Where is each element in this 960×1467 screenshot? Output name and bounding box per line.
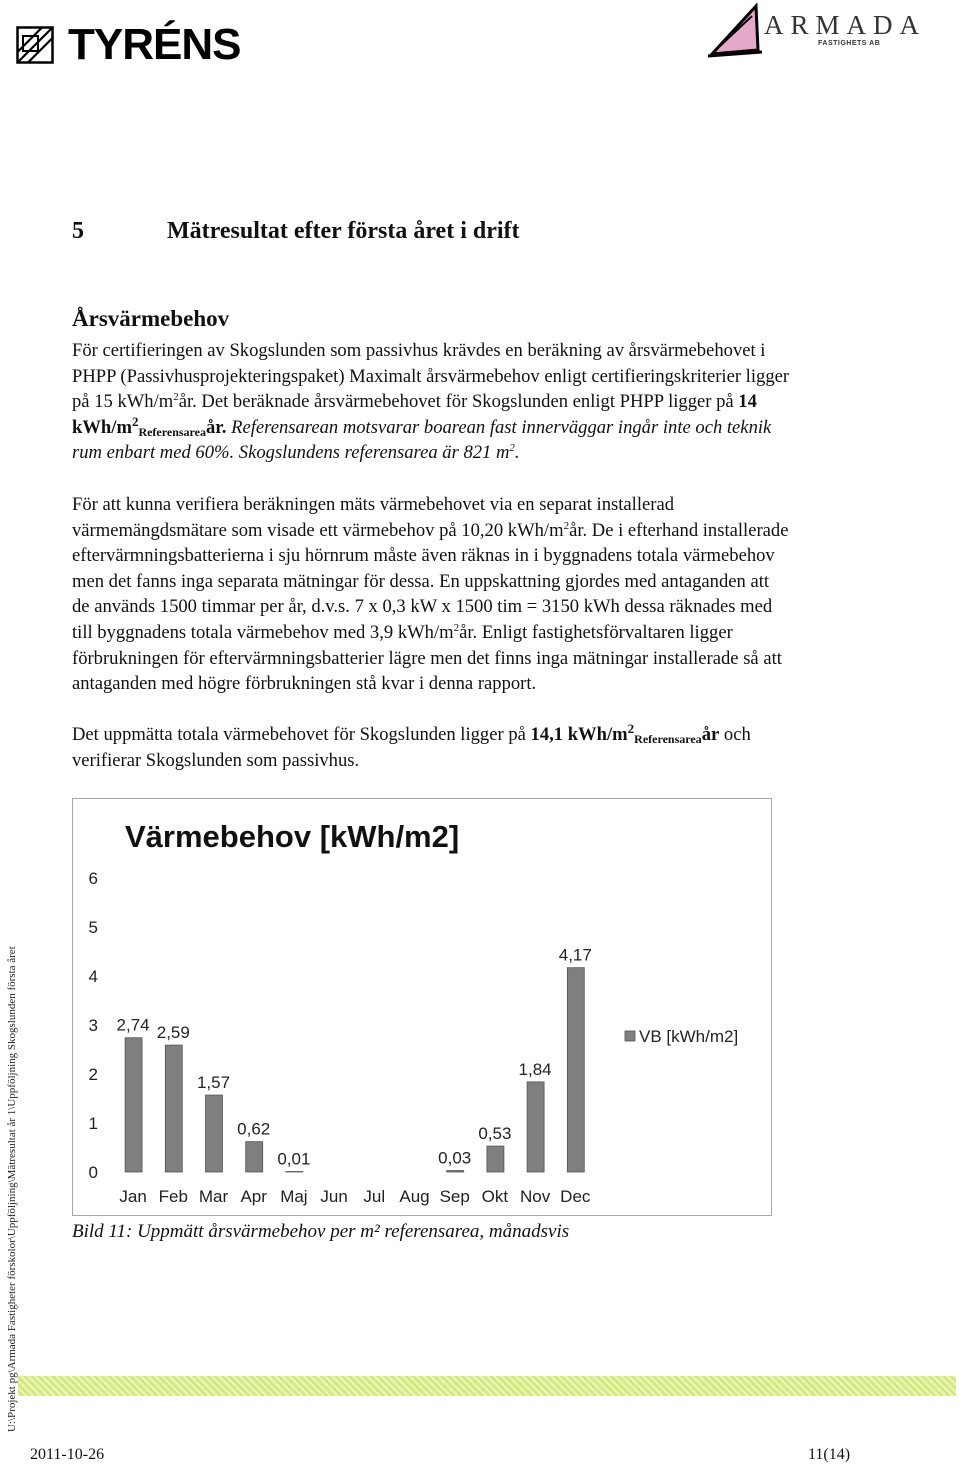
y-tick-label: 1 [88, 1114, 98, 1133]
x-tick-label: Okt [481, 1187, 509, 1206]
text-line: på 15 kWh/$m^2år$. Det beräknade årsvärmebehovet för Skogslunden enligt PHPP ligger på 14 [72, 391, 757, 413]
footer-date: 2011-10-26 [30, 1446, 105, 1463]
text-line: men det fanns inga separata mätningar för dessa. En uppskattning gjordes med antaganden att [72, 570, 770, 592]
text-line: värmemängdsmätare som visade ett värmebehov på 10,20 kWh/$m^2år$. De i efterhand installerade [72, 519, 789, 541]
x-tick-label: Maj [280, 1187, 308, 1206]
armada-subtitle: FASTIGHETS AB [818, 40, 881, 47]
data-label: 1,84 [518, 1059, 552, 1079]
y-tick-label: 2 [88, 1065, 98, 1084]
bar-feb [165, 1045, 182, 1172]
x-tick-label: Jan [119, 1187, 147, 1206]
bar-apr [246, 1142, 263, 1172]
x-tick-label: Dec [560, 1187, 591, 1206]
y-tick-label: 5 [88, 918, 98, 937]
paragraph-1 [72, 338, 912, 466]
paragraph-2 [72, 492, 912, 697]
bar-sep [447, 1171, 464, 1172]
paragraph-3 [72, 722, 912, 773]
page-number: 11(14) [808, 1446, 851, 1463]
legend-swatch [625, 1031, 635, 1041]
legend-label: VB [kWh/m2] [639, 1027, 739, 1046]
text-line: de används 1500 timmar per år, d.v.s. 7 x 0,3 kW x 1500 tim = 3150 kWh dessa räknades med [72, 596, 773, 618]
text-line: till byggnadens totala värmebehov med 3,9 kWh/$m^2år$. Enligt fastighetsförvaltaren ligger [72, 621, 733, 643]
subheading: Årsvärmebehov [72, 306, 230, 331]
text-line: PHPP (Passivhusprojekteringspaket) Maximalt årsvärmebehov enligt certifieringskriterier ligger [72, 365, 790, 387]
data-label: 2,74 [116, 1015, 150, 1035]
text-line: kWh/$m^2_{Referensarea}år$. Referensarean motsvarar boarean fast innerväggar ingår inte och teknik [72, 413, 772, 439]
y-tick-label: 4 [88, 967, 98, 986]
armada-logo [706, 2, 936, 58]
text-line: eftervärmningsbatterierna i sju hörnrum måste även räknas in i byggnadens totala värmebehov [72, 545, 775, 567]
text-line: För att kunna verifiera beräkningen mäts värmebehovet via en separat installerad [72, 494, 674, 515]
tyrens-wordmark: TYRÉNS [68, 20, 241, 69]
text-line: antaganden med högre förbrukningen stå kvar i denna rapport. [72, 673, 537, 695]
chart-frame [72, 798, 772, 1216]
bar-chart [73, 799, 771, 1215]
tyrens-mark-icon [16, 26, 54, 64]
data-label: 0,03 [438, 1148, 472, 1168]
text-line: Det uppmätta totala värmebehovet för Skogslunden ligger på 14,1 kWh/$m^2_{Referensarea}år$ och [72, 721, 751, 746]
x-tick-label: Jul [363, 1187, 386, 1206]
x-tick-label: Feb [158, 1187, 188, 1206]
data-label: 0,62 [237, 1119, 271, 1139]
x-tick-label: Aug [399, 1187, 430, 1206]
file-path-margin: U:\Projekt pg\Armada Fastigheter förskolor\Uppföljning\Mätresultat år 1\Uppföljning Skogslunden första året [6, 946, 18, 1432]
footer-band [18, 1376, 956, 1396]
text-line: förbrukningen för eftervärmningsbatterier lägre men det finns inga mätningar installerade så att [72, 647, 782, 669]
armada-wordmark: ARMADA [764, 10, 927, 40]
y-tick-label: 6 [88, 869, 98, 888]
bar-jan [125, 1038, 142, 1172]
section-title: Mätresultat efter första året i drift [167, 218, 520, 244]
x-tick-label: Nov [519, 1187, 551, 1206]
bar-dec [567, 968, 584, 1172]
armada-sail-icon [706, 2, 766, 58]
x-tick-label: Sep [439, 1187, 470, 1206]
bar-mar [206, 1095, 223, 1172]
tyrens-logo [16, 22, 256, 68]
text-line: rum enbart med 60%. Skogslundens referensarea är 821 $m^2$. [72, 442, 520, 464]
section-number: 5 [72, 218, 84, 244]
y-tick-label: 3 [88, 1016, 98, 1035]
bar-nov [527, 1082, 544, 1172]
data-label: 1,57 [196, 1073, 231, 1093]
x-tick-label: Jun [320, 1187, 348, 1206]
figure-caption: Bild 11: Uppmätt årsvärmebehov per m² referensarea, månadsvis [72, 1221, 570, 1242]
data-label: 2,59 [156, 1023, 190, 1043]
bar-okt [487, 1146, 504, 1172]
text-line: För certifieringen av Skogslunden som passivhus krävdes en beräkning av årsvärmebehovet i [72, 340, 766, 361]
text-line: verifierar Skogslunden som passivhus. [72, 749, 360, 771]
data-label: 4,17 [558, 945, 592, 965]
x-tick-label: Mar [198, 1187, 229, 1206]
x-tick-label: Apr [240, 1187, 267, 1206]
chart-title: Värmebehov [kWh/m2] [125, 819, 460, 854]
y-tick-label: 0 [88, 1163, 98, 1182]
data-label: 0,01 [277, 1149, 311, 1169]
data-label: 0,53 [478, 1124, 512, 1144]
